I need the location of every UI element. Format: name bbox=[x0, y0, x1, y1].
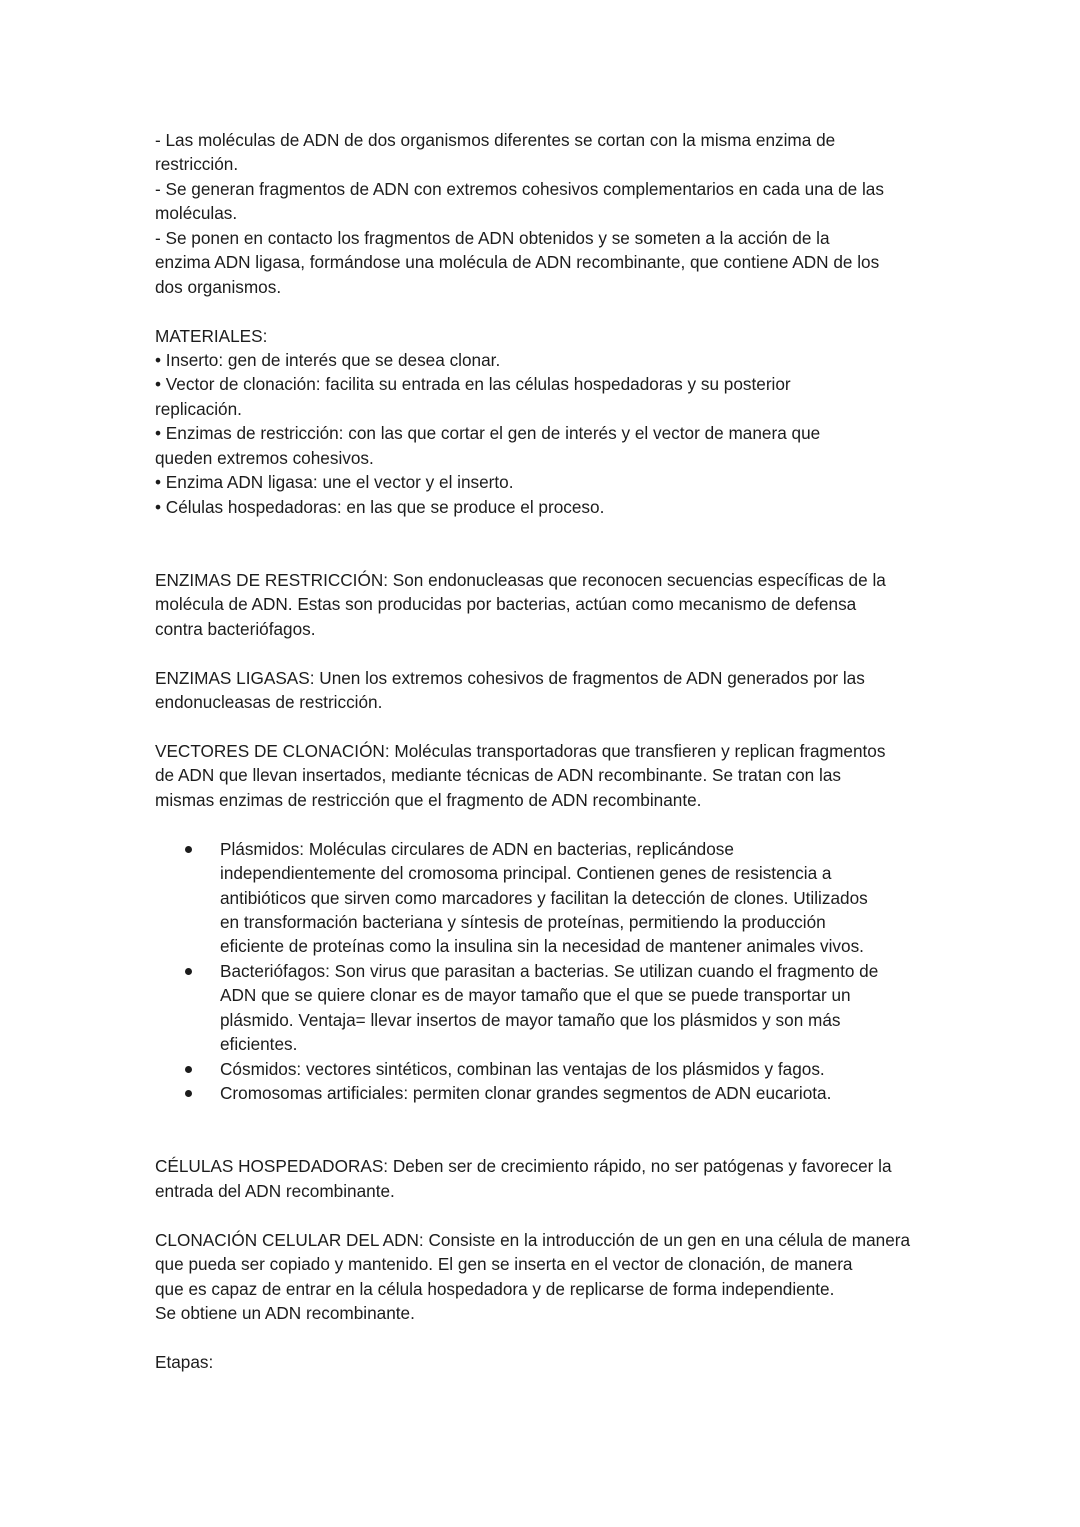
materiales-line: replicación. bbox=[155, 398, 242, 419]
bullet-icon bbox=[185, 1066, 192, 1073]
vector-types-section bbox=[155, 837, 945, 1106]
intro-steps-section bbox=[155, 128, 945, 299]
vectores-section bbox=[155, 739, 945, 812]
materiales-line: • Inserto: gen de interés que se desea clonar. bbox=[155, 349, 501, 370]
bullet-item-line: ADN que se quiere clonar es de mayor tamaño que el que se puede transportar un bbox=[220, 985, 851, 1006]
bullet-list-item bbox=[155, 1081, 945, 1105]
celulas-hospedadoras-line: CÉLULAS HOSPEDADORAS: Deben ser de crecimiento rápido, no ser patógenas y favorecer la bbox=[155, 1156, 892, 1177]
intro-steps-line: restricción. bbox=[155, 154, 239, 175]
bullet-item-line: plásmido. Ventaja= llevar insertos de mayor tamaño que los plásmidos y son más bbox=[220, 1009, 841, 1030]
bullet-icon bbox=[185, 1090, 192, 1097]
bullet-item-line: Cósmidos: vectores sintéticos, combinan las ventajas de los plásmidos y fagos. bbox=[220, 1058, 825, 1079]
etapas-line: Etapas: bbox=[155, 1351, 214, 1372]
document-page bbox=[155, 128, 945, 1374]
bullet-item-line: independientemente del cromosoma principal. Contienen genes de resistencia a bbox=[220, 863, 832, 884]
intro-steps-line: - Se ponen en contacto los fragmentos de ADN obtenidos y se someten a la acción de la bbox=[155, 227, 830, 248]
bullet-item-line: Cromosomas artificiales: permiten clonar grandes segmentos de ADN eucariota. bbox=[220, 1083, 832, 1104]
enzimas-ligasas-section bbox=[155, 666, 945, 715]
materiales-line: MATERIALES: bbox=[155, 325, 268, 346]
bullet-item-line: antibióticos que sirven como marcadores y facilitan la detección de clones. Utilizados bbox=[220, 887, 868, 908]
clonacion-celular-line: Se obtiene un ADN recombinante. bbox=[155, 1303, 415, 1324]
materiales-line: • Enzima ADN ligasa: une el vector y el inserto. bbox=[155, 472, 514, 493]
intro-steps-line: dos organismos. bbox=[155, 276, 282, 297]
celulas-hospedadoras-line: entrada del ADN recombinante. bbox=[155, 1180, 395, 1201]
intro-steps-line: enzima ADN ligasa, formándose una molécula de ADN recombinante, que contiene ADN de los bbox=[155, 252, 880, 273]
bullet-list-item bbox=[155, 959, 945, 1057]
vectores-line: de ADN que llevan insertados, mediante técnicas de ADN recombinante. Se tratan con las bbox=[155, 765, 841, 786]
enzimas-restriccion-line: ENZIMAS DE RESTRICCIÓN: Son endonucleasas que reconocen secuencias específicas de la bbox=[155, 569, 886, 590]
vectores-line: VECTORES DE CLONACIÓN: Moléculas transportadoras que transfieren y replican fragmentos bbox=[155, 740, 886, 761]
bullet-icon bbox=[185, 846, 192, 853]
bullet-item-line: eficiente de proteínas como la insulina sin la necesidad de mantener animales vivos. bbox=[220, 936, 864, 957]
bullet-icon bbox=[185, 968, 192, 975]
materiales-line: • Vector de clonación: facilita su entrada en las células hospedadoras y su posterior bbox=[155, 374, 791, 395]
bullet-item-line: Bacteriófagos: Son virus que parasitan a bacterias. Se utilizan cuando el fragmento de bbox=[220, 960, 879, 981]
etapas-section bbox=[155, 1350, 945, 1374]
bullet-list-item bbox=[155, 1057, 945, 1081]
materiales-line: • Células hospedadoras: en las que se produce el proceso. bbox=[155, 496, 605, 517]
bullet-item-line: Plásmidos: Moléculas circulares de ADN en bacterias, replicándose bbox=[220, 838, 734, 859]
enzimas-restriccion-section bbox=[155, 568, 945, 641]
intro-steps-line: - Se generan fragmentos de ADN con extremos cohesivos complementarios en cada una de las bbox=[155, 178, 884, 199]
clonacion-celular-line: CLONACIÓN CELULAR DEL ADN: Consiste en la introducción de un gen en una célula de manera bbox=[155, 1229, 911, 1250]
clonacion-celular-section bbox=[155, 1228, 945, 1326]
enzimas-restriccion-line: contra bacteriófagos. bbox=[155, 618, 316, 639]
bullet-item-line: eficientes. bbox=[220, 1034, 298, 1055]
clonacion-celular-line: que pueda ser copiado y mantenido. El gen se inserta en el vector de clonación, de manera bbox=[155, 1254, 853, 1275]
materiales-line: queden extremos cohesivos. bbox=[155, 447, 374, 468]
materiales-section bbox=[155, 324, 945, 520]
bullet-item-line: en transformación bacteriana y síntesis de proteínas, permitiendo la producción bbox=[220, 912, 826, 933]
enzimas-ligasas-line: ENZIMAS LIGASAS: Unen los extremos cohesivos de fragmentos de ADN generados por las bbox=[155, 667, 865, 688]
enzimas-restriccion-line: molécula de ADN. Estas son producidas por bacterias, actúan como mecanismo de defensa bbox=[155, 594, 857, 615]
celulas-hospedadoras-section bbox=[155, 1154, 945, 1203]
bullet-list-item bbox=[155, 837, 945, 959]
vectores-line: mismas enzimas de restricción que el fragmento de ADN recombinante. bbox=[155, 789, 702, 810]
enzimas-ligasas-line: endonucleasas de restricción. bbox=[155, 692, 383, 713]
materiales-line: • Enzimas de restricción: con las que cortar el gen de interés y el vector de manera que bbox=[155, 423, 821, 444]
intro-steps-line: moléculas. bbox=[155, 203, 238, 224]
clonacion-celular-line: que es capaz de entrar en la célula hospedadora y de replicarse de forma independiente. bbox=[155, 1278, 835, 1299]
intro-steps-line: - Las moléculas de ADN de dos organismos diferentes se cortan con la misma enzima de bbox=[155, 130, 836, 150]
